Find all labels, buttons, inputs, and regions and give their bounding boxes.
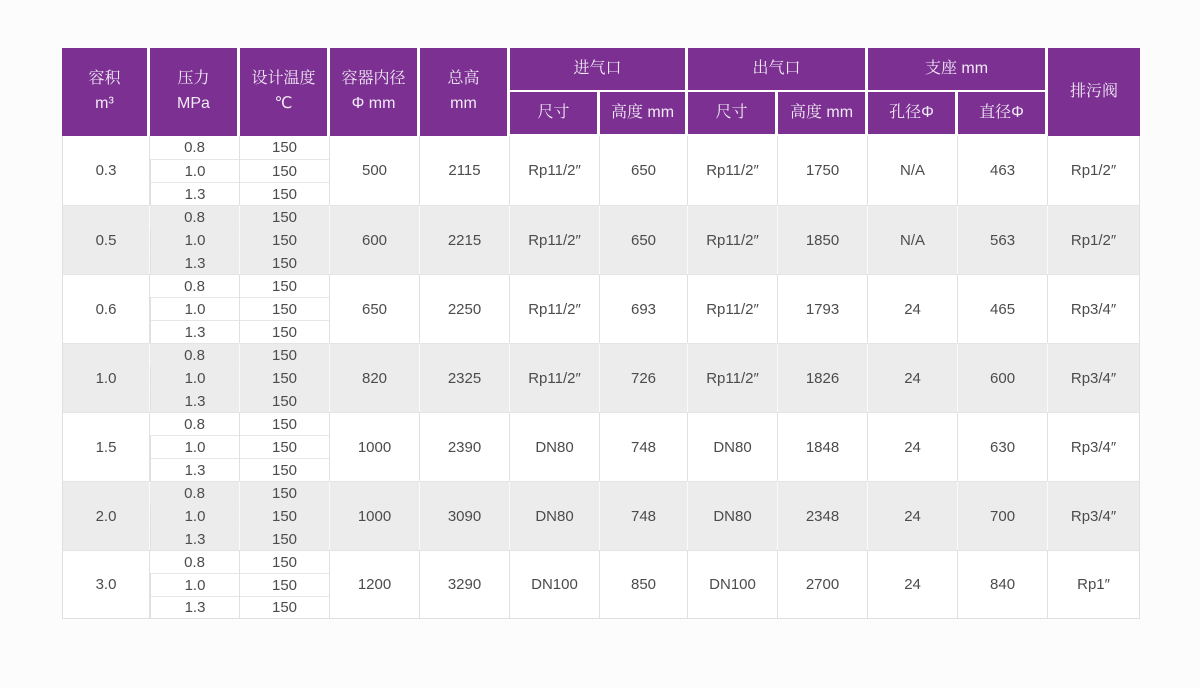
cell-design-temp: 150 bbox=[240, 228, 330, 251]
cell-design-temp: 150 bbox=[240, 435, 330, 458]
cell-design-temp: 150 bbox=[240, 573, 330, 596]
cell-inner-diameter: 650 bbox=[330, 274, 420, 343]
header-total-height-line1: 总高 bbox=[447, 70, 480, 88]
cell-outlet-height: 1826 bbox=[778, 343, 868, 412]
header-design-temp bbox=[240, 48, 330, 136]
cell-support-hole: 24 bbox=[868, 274, 958, 343]
header-total-height-line2: mm bbox=[450, 95, 477, 112]
cell-drain-valve: Rp3/4″ bbox=[1048, 412, 1140, 481]
cell-volume: 1.0 bbox=[62, 343, 150, 412]
cell-drain-valve: Rp1/2″ bbox=[1048, 205, 1140, 274]
cell-pressure: 1.0 bbox=[150, 435, 240, 458]
cell-outlet-size: DN80 bbox=[688, 481, 778, 550]
cell-pressure: 0.8 bbox=[150, 205, 240, 228]
cell-support-hole: 24 bbox=[868, 481, 958, 550]
header-inlet-group: 进气口 bbox=[510, 48, 688, 92]
cell-inlet-size: DN80 bbox=[510, 481, 600, 550]
cell-total-height: 2325 bbox=[420, 343, 510, 412]
table-row bbox=[62, 412, 1140, 435]
header-inlet-height: 高度 mm bbox=[600, 92, 688, 136]
cell-inner-diameter: 1000 bbox=[330, 412, 420, 481]
cell-outlet-size: Rp11/2″ bbox=[688, 136, 778, 205]
cell-design-temp: 150 bbox=[240, 412, 330, 435]
cell-design-temp: 150 bbox=[240, 251, 330, 274]
cell-support-hole: 24 bbox=[868, 343, 958, 412]
header-support-group: 支座 mm bbox=[868, 48, 1048, 92]
cell-design-temp: 150 bbox=[240, 136, 330, 159]
header-inner-diameter bbox=[330, 48, 420, 136]
cell-design-temp: 150 bbox=[240, 366, 330, 389]
cell-outlet-size: Rp11/2″ bbox=[688, 274, 778, 343]
header-pressure-line2: MPa bbox=[177, 95, 210, 112]
cell-inner-diameter: 600 bbox=[330, 205, 420, 274]
cell-pressure: 1.3 bbox=[150, 527, 240, 550]
cell-inlet-size: Rp11/2″ bbox=[510, 343, 600, 412]
cell-pressure: 1.3 bbox=[150, 458, 240, 481]
table-row bbox=[62, 481, 1140, 504]
cell-design-temp: 150 bbox=[240, 527, 330, 550]
cell-pressure: 1.0 bbox=[150, 228, 240, 251]
header-inner-diameter-line2: Φ mm bbox=[351, 95, 396, 112]
cell-support-hole: 24 bbox=[868, 412, 958, 481]
cell-pressure: 1.0 bbox=[150, 297, 240, 320]
table-row bbox=[62, 205, 1140, 228]
cell-total-height: 2250 bbox=[420, 274, 510, 343]
header-inlet-size: 尺寸 bbox=[510, 92, 600, 136]
cell-pressure: 1.0 bbox=[150, 366, 240, 389]
cell-pressure: 0.8 bbox=[150, 481, 240, 504]
header-outlet-group: 出气口 bbox=[688, 48, 868, 92]
cell-volume: 0.3 bbox=[62, 136, 150, 205]
cell-support-diameter: 463 bbox=[958, 136, 1048, 205]
cell-pressure: 1.3 bbox=[150, 251, 240, 274]
cell-drain-valve: Rp3/4″ bbox=[1048, 343, 1140, 412]
cell-pressure: 0.8 bbox=[150, 136, 240, 159]
cell-support-hole: N/A bbox=[868, 136, 958, 205]
cell-design-temp: 150 bbox=[240, 343, 330, 366]
cell-pressure: 0.8 bbox=[150, 550, 240, 573]
cell-inner-diameter: 500 bbox=[330, 136, 420, 205]
cell-support-diameter: 465 bbox=[958, 274, 1048, 343]
cell-inlet-height: 650 bbox=[600, 136, 688, 205]
cell-pressure: 1.3 bbox=[150, 389, 240, 412]
cell-design-temp: 150 bbox=[240, 274, 330, 297]
cell-inlet-size: DN100 bbox=[510, 550, 600, 619]
cell-pressure: 0.8 bbox=[150, 274, 240, 297]
cell-volume: 1.5 bbox=[62, 412, 150, 481]
cell-pressure: 1.3 bbox=[150, 596, 240, 619]
cell-inner-diameter: 820 bbox=[330, 343, 420, 412]
table-row bbox=[62, 343, 1140, 366]
cell-support-diameter: 630 bbox=[958, 412, 1048, 481]
cell-design-temp: 150 bbox=[240, 550, 330, 573]
cell-design-temp: 150 bbox=[240, 320, 330, 343]
table-row bbox=[62, 136, 1140, 159]
cell-volume: 3.0 bbox=[62, 550, 150, 619]
cell-outlet-height: 1750 bbox=[778, 136, 868, 205]
cell-pressure: 1.3 bbox=[150, 182, 240, 205]
cell-pressure: 1.0 bbox=[150, 573, 240, 596]
header-design-temp-line2: ℃ bbox=[274, 95, 293, 112]
cell-pressure: 0.8 bbox=[150, 343, 240, 366]
header-outlet-height: 高度 mm bbox=[778, 92, 868, 136]
cell-inlet-height: 748 bbox=[600, 412, 688, 481]
cell-total-height: 2215 bbox=[420, 205, 510, 274]
cell-drain-valve: Rp3/4″ bbox=[1048, 274, 1140, 343]
cell-inlet-height: 650 bbox=[600, 205, 688, 274]
table-row bbox=[62, 274, 1140, 297]
cell-drain-valve: Rp1/2″ bbox=[1048, 136, 1140, 205]
cell-outlet-size: Rp11/2″ bbox=[688, 205, 778, 274]
cell-inlet-height: 748 bbox=[600, 481, 688, 550]
cell-design-temp: 150 bbox=[240, 205, 330, 228]
spec-table-body bbox=[62, 136, 1140, 619]
header-volume-line1: 容积 bbox=[88, 70, 121, 88]
cell-outlet-size: DN80 bbox=[688, 412, 778, 481]
header-support-hole: 孔径Φ bbox=[868, 92, 958, 136]
cell-design-temp: 150 bbox=[240, 504, 330, 527]
header-drain-valve: 排污阀 bbox=[1048, 48, 1140, 136]
cell-pressure: 1.0 bbox=[150, 159, 240, 182]
cell-support-hole: 24 bbox=[868, 550, 958, 619]
cell-drain-valve: Rp1″ bbox=[1048, 550, 1140, 619]
header-design-temp-line1: 设计温度 bbox=[251, 70, 316, 88]
cell-outlet-height: 1793 bbox=[778, 274, 868, 343]
cell-pressure: 0.8 bbox=[150, 412, 240, 435]
cell-inlet-size: Rp11/2″ bbox=[510, 274, 600, 343]
cell-design-temp: 150 bbox=[240, 182, 330, 205]
cell-outlet-size: Rp11/2″ bbox=[688, 343, 778, 412]
cell-support-diameter: 700 bbox=[958, 481, 1048, 550]
cell-inner-diameter: 1200 bbox=[330, 550, 420, 619]
header-volume bbox=[62, 48, 150, 136]
cell-volume: 0.6 bbox=[62, 274, 150, 343]
cell-outlet-size: DN100 bbox=[688, 550, 778, 619]
cell-inlet-size: Rp11/2″ bbox=[510, 205, 600, 274]
cell-volume: 2.0 bbox=[62, 481, 150, 550]
cell-volume: 0.5 bbox=[62, 205, 150, 274]
cell-inlet-height: 726 bbox=[600, 343, 688, 412]
spec-table-container bbox=[62, 48, 1140, 619]
table-row bbox=[62, 550, 1140, 573]
cell-outlet-height: 1850 bbox=[778, 205, 868, 274]
cell-total-height: 2390 bbox=[420, 412, 510, 481]
cell-design-temp: 150 bbox=[240, 481, 330, 504]
cell-support-hole: N/A bbox=[868, 205, 958, 274]
cell-support-diameter: 840 bbox=[958, 550, 1048, 619]
header-total-height bbox=[420, 48, 510, 136]
cell-total-height: 3290 bbox=[420, 550, 510, 619]
cell-support-diameter: 600 bbox=[958, 343, 1048, 412]
cell-pressure: 1.0 bbox=[150, 504, 240, 527]
cell-total-height: 3090 bbox=[420, 481, 510, 550]
cell-support-diameter: 563 bbox=[958, 205, 1048, 274]
cell-outlet-height: 1848 bbox=[778, 412, 868, 481]
cell-outlet-height: 2700 bbox=[778, 550, 868, 619]
cell-design-temp: 150 bbox=[240, 458, 330, 481]
cell-design-temp: 150 bbox=[240, 159, 330, 182]
cell-design-temp: 150 bbox=[240, 297, 330, 320]
header-volume-line2: m³ bbox=[95, 95, 114, 112]
cell-inlet-size: Rp11/2″ bbox=[510, 136, 600, 205]
header-pressure bbox=[150, 48, 240, 136]
cell-inlet-height: 693 bbox=[600, 274, 688, 343]
spec-table bbox=[62, 48, 1140, 619]
spec-table-header bbox=[62, 48, 1140, 136]
cell-inner-diameter: 1000 bbox=[330, 481, 420, 550]
cell-total-height: 2115 bbox=[420, 136, 510, 205]
cell-design-temp: 150 bbox=[240, 389, 330, 412]
header-outlet-size: 尺寸 bbox=[688, 92, 778, 136]
header-support-diameter: 直径Φ bbox=[958, 92, 1048, 136]
cell-pressure: 1.3 bbox=[150, 320, 240, 343]
cell-drain-valve: Rp3/4″ bbox=[1048, 481, 1140, 550]
header-inner-diameter-line1: 容器内径 bbox=[341, 70, 406, 88]
cell-outlet-height: 2348 bbox=[778, 481, 868, 550]
cell-design-temp: 150 bbox=[240, 596, 330, 619]
header-pressure-line1: 压力 bbox=[177, 70, 210, 88]
cell-inlet-size: DN80 bbox=[510, 412, 600, 481]
cell-inlet-height: 850 bbox=[600, 550, 688, 619]
